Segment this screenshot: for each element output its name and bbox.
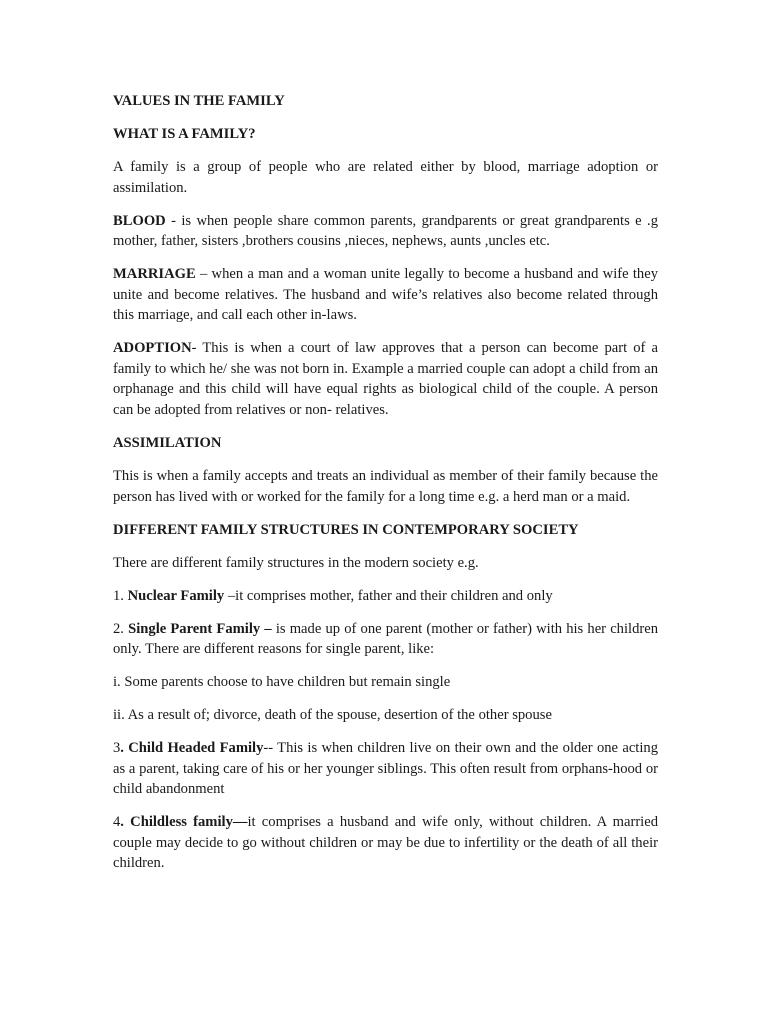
- structures-heading: DIFFERENT FAMILY STRUCTURES IN CONTEMPORARY SOCIETY: [113, 521, 579, 538]
- marriage-text: – when a man and a woman unite legally to become a husband and wife they unite and become relatives. The husband and wife’s relatives also become related through this marriage, and call each other in-laws.: [113, 266, 658, 324]
- nuclear-text: –it comprises mother, father and their children and only: [224, 587, 553, 604]
- childless-number: 4: [113, 814, 121, 831]
- adoption-paragraph: [113, 338, 658, 420]
- assimilation-heading: ASSIMILATION: [113, 435, 222, 452]
- nuclear-family-item: [113, 586, 658, 607]
- document-title: VALUES IN THE FAMILY: [113, 93, 285, 109]
- assimilation-paragraph: This is when a family accepts and treats an individual as member of their family because the person has lived with or worked for the family for a long time e.g. a herd man or a maid.: [113, 468, 658, 505]
- single-parent-number: 2.: [113, 620, 129, 637]
- single-parent-term: Single Parent Family –: [128, 620, 272, 637]
- child-headed-text: -- This is when children live on their own and the older one acting as a parent, taking care of his or her younger siblings. This often result from orphans-hood or child abandonment: [113, 740, 658, 798]
- childless-text: it comprises a husband and wife only, without children. A married couple may decide to go without children or may be due to infertility or the death of all their children.: [113, 814, 659, 872]
- section-heading-what-is-family: WHAT IS A FAMILY?: [113, 125, 256, 142]
- reason-i: i. Some parents choose to have children but remain single: [113, 674, 451, 691]
- nuclear-number: 1.: [113, 587, 128, 604]
- child-headed-term: . Child Headed Family: [120, 740, 264, 757]
- blood-paragraph: [113, 211, 658, 252]
- childless-item: [113, 812, 658, 874]
- document-page: [113, 91, 658, 886]
- single-parent-item: [113, 619, 658, 660]
- nuclear-term: Nuclear Family: [127, 587, 225, 604]
- marriage-term: MARRIAGE: [113, 266, 196, 283]
- marriage-paragraph: [113, 264, 658, 326]
- child-headed-item: [113, 738, 658, 800]
- child-headed-number: 3: [113, 740, 121, 757]
- family-definition: A family is a group of people who are related either by blood, marriage adoption or assimilation.: [113, 158, 658, 196]
- childless-term: . Childless family—: [120, 814, 248, 831]
- reason-ii: ii. As a result of; divorce, death of the spouse, desertion of the other spouse: [113, 707, 552, 724]
- structures-intro: There are different family structures in the modern society e.g.: [113, 554, 479, 571]
- blood-term: BLOOD: [113, 212, 166, 229]
- blood-text: - is when people share common parents, grandparents or great grandparents e .g mother, father, sisters ,brothers cousins ,nieces, nephews, aunts ,uncles etc.: [113, 212, 658, 250]
- adoption-text: - This is when a court of law approves that a person can become part of a family to which he/ she was not born in. Example a married couple can adopt a child from an orphanage and this child will have equal rights as biological child of the couple. A person can be adopted from relatives or non- relatives.: [113, 340, 658, 419]
- single-parent-text: is made up of one parent (mother or father) with his her children only. There are different reasons for single parent, like:: [113, 620, 659, 658]
- adoption-term: ADOPTION: [113, 340, 192, 357]
